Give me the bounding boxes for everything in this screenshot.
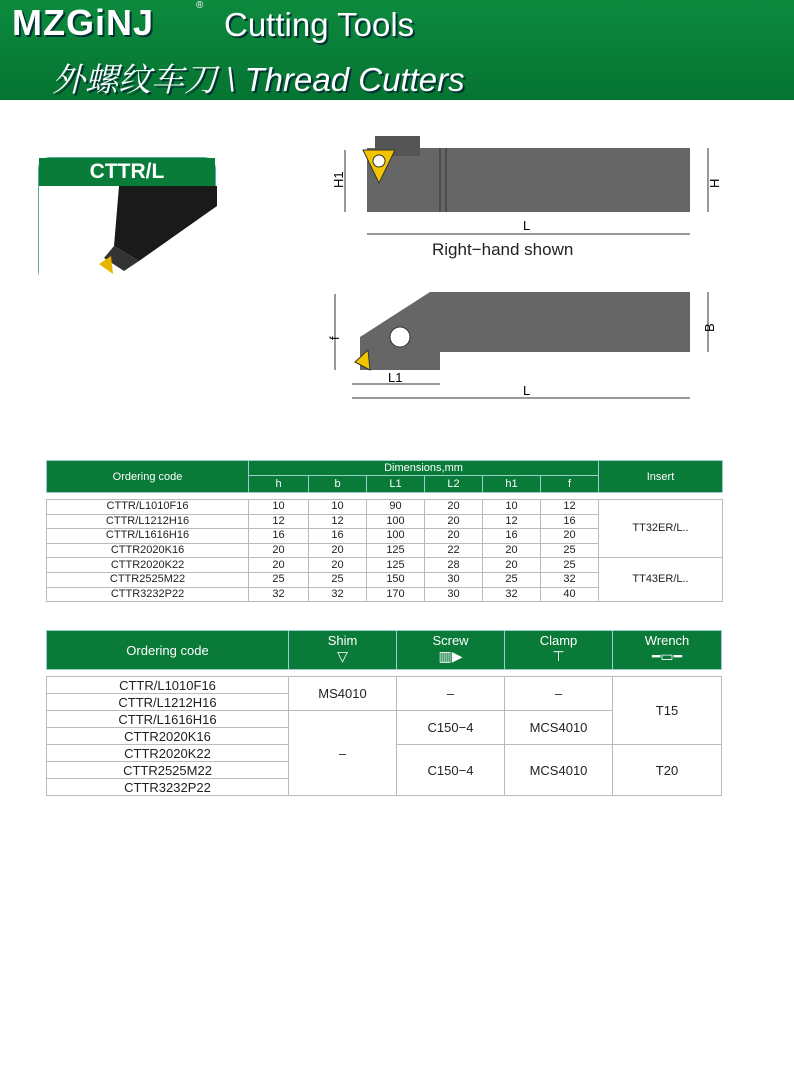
col-h: h: [249, 476, 309, 493]
insert-value: TT43ER/L..: [599, 558, 723, 602]
dim-f-label: f: [327, 336, 342, 340]
ordering-code: CTTR2020K16: [47, 728, 289, 745]
dimension-value: 20: [425, 529, 483, 544]
screw-value: C150−4: [397, 711, 505, 745]
dim-b-label: B: [702, 323, 717, 332]
dimension-value: 28: [425, 558, 483, 573]
col-l1: L1: [367, 476, 425, 493]
ordering-code: CTTR2525M22: [47, 762, 289, 779]
dimension-value: 20: [541, 529, 599, 544]
col-ordering-code: Ordering code: [47, 461, 249, 493]
ordering-code: CTTR/L1616H16: [47, 711, 289, 728]
screw-icon: ▥▶: [438, 648, 463, 664]
dimension-value: 16: [309, 529, 367, 544]
wrench-value: T15: [613, 677, 722, 745]
ordering-code: CTTR2525M22: [47, 572, 249, 587]
side-view-drawing: [330, 128, 730, 248]
dimension-value: 125: [367, 558, 425, 573]
dimension-value: 32: [541, 572, 599, 587]
dimension-value: 32: [309, 587, 367, 602]
dimension-value: 25: [483, 572, 541, 587]
dimension-value: 40: [541, 587, 599, 602]
wrench-icon: ━▭━: [651, 648, 683, 664]
screw-value: C150−4: [397, 745, 505, 796]
col-clamp: [505, 631, 613, 670]
dimension-value: 20: [249, 543, 309, 558]
wrench-value: T20: [613, 745, 722, 796]
dimension-value: 12: [249, 514, 309, 529]
dimension-value: 170: [367, 587, 425, 602]
dimensions-table: [46, 460, 723, 602]
dimension-value: 10: [483, 500, 541, 515]
ordering-code: CTTR3232P22: [47, 779, 289, 796]
shim-value: MS4010: [289, 677, 397, 711]
dimension-value: 32: [483, 587, 541, 602]
dimension-value: 150: [367, 572, 425, 587]
col-b: b: [309, 476, 367, 493]
dimension-value: 30: [425, 587, 483, 602]
dimension-value: 16: [483, 529, 541, 544]
dimension-value: 12: [309, 514, 367, 529]
dimension-value: 100: [367, 514, 425, 529]
clamp-value: MCS4010: [505, 711, 613, 745]
clamp-icon: ⊤: [552, 648, 565, 664]
dimension-value: 25: [249, 572, 309, 587]
ordering-code: CTTR/L1010F16: [47, 500, 249, 515]
ordering-code: CTTR/L1212H16: [47, 694, 289, 711]
dimension-value: 90: [367, 500, 425, 515]
col-h1: h1: [483, 476, 541, 493]
ordering-code: CTTR3232P22: [47, 587, 249, 602]
dimension-value: 20: [309, 558, 367, 573]
dim-l-label: L: [523, 383, 531, 398]
wrench-label: Wrench: [644, 633, 690, 648]
ordering-code: CTTR2020K22: [47, 558, 249, 573]
table-row: [47, 677, 722, 694]
brand-logo: MZGiNJ: [12, 2, 155, 43]
dimension-value: 32: [249, 587, 309, 602]
dim-h-label: H: [707, 178, 722, 188]
dimension-value: 16: [249, 529, 309, 544]
screw-value: –: [397, 677, 505, 711]
page-subtitle: 外螺纹车刀 \ Thread Cutters: [52, 61, 465, 98]
shim-icon: ▽: [337, 648, 348, 664]
col-dimensions: Dimensions,mm: [249, 461, 599, 476]
dim-l-label: L: [523, 218, 531, 233]
dim-l1-label: L1: [388, 370, 403, 385]
col-wrench: [613, 631, 722, 670]
dimension-value: 20: [483, 543, 541, 558]
page-title: Cutting Tools: [224, 6, 415, 43]
dimension-value: 20: [425, 500, 483, 515]
dimension-value: 12: [483, 514, 541, 529]
dimension-value: 22: [425, 543, 483, 558]
header-banner: [0, 0, 794, 100]
shim-label: Shim: [327, 633, 358, 648]
dimension-value: 125: [367, 543, 425, 558]
product-label: CTTR/L: [39, 158, 215, 186]
product-photo: [39, 186, 217, 284]
dimension-value: 30: [425, 572, 483, 587]
dimension-value: 100: [367, 529, 425, 544]
col-screw: [397, 631, 505, 670]
insert-value: TT32ER/L..: [599, 500, 723, 558]
dimension-value: 20: [425, 514, 483, 529]
col-l2: L2: [425, 476, 483, 493]
drawing-caption: Right−hand shown: [432, 240, 574, 259]
clamp-value: –: [505, 677, 613, 711]
dimension-value: 16: [541, 514, 599, 529]
product-card: [38, 157, 216, 283]
dimension-value: 20: [483, 558, 541, 573]
ordering-code: CTTR/L1010F16: [47, 677, 289, 694]
registered-mark: ®: [196, 0, 204, 11]
table-row: [47, 558, 723, 573]
top-view-drawing: [327, 282, 730, 412]
dimension-value: 20: [249, 558, 309, 573]
screw-label: Screw: [432, 633, 469, 648]
col-f: f: [541, 476, 599, 493]
shim-value: –: [289, 711, 397, 796]
ordering-code: CTTR2020K16: [47, 543, 249, 558]
dimension-value: 12: [541, 500, 599, 515]
clamp-value: MCS4010: [505, 745, 613, 796]
accessories-table: [46, 630, 722, 796]
ordering-code: CTTR/L1616H16: [47, 529, 249, 544]
dimension-value: 25: [541, 543, 599, 558]
dim-h1-label: H1: [331, 171, 346, 188]
dimension-value: 10: [309, 500, 367, 515]
col-insert: Insert: [599, 461, 723, 493]
table-row: [47, 500, 723, 515]
ordering-code: CTTR/L1212H16: [47, 514, 249, 529]
dimension-value: 20: [309, 543, 367, 558]
dimension-value: 10: [249, 500, 309, 515]
clamp-label: Clamp: [539, 633, 578, 648]
col-shim: [289, 631, 397, 670]
ordering-code: CTTR2020K22: [47, 745, 289, 762]
col-ordering-code: Ordering code: [47, 631, 289, 670]
dimension-value: 25: [309, 572, 367, 587]
dimension-value: 25: [541, 558, 599, 573]
